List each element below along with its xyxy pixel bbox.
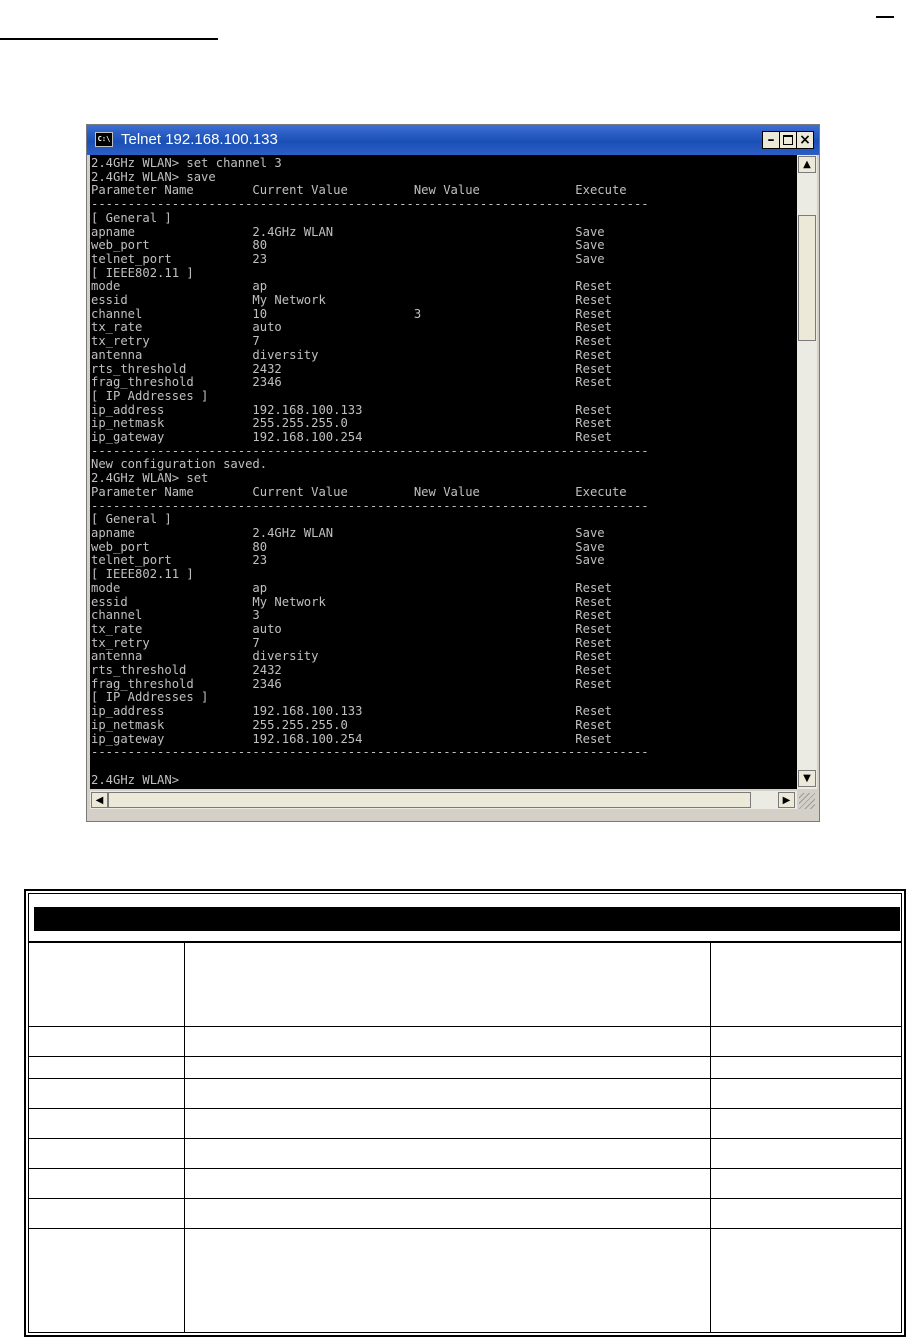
header-cell [34,907,186,931]
console-line: apname 2.4GHz WLAN Save [91,224,605,239]
title-bar[interactable] [87,125,819,155]
console-line: essid My Network Reset [91,293,612,308]
console-line: tx_retry 7 Reset [91,334,612,349]
console-line: Parameter Name Current Value New Value Execute [91,183,627,198]
console-line: channel 10 3 Reset [91,306,612,321]
console-line: mode ap Reset [91,279,612,294]
console-line: ip_gateway 192.168.100.254 Reset [91,430,612,445]
console-line: [ General ] [91,210,172,225]
console-line: Parameter Name Current Value New Value Execute [91,484,627,499]
console-line: tx_rate auto Reset [91,320,612,335]
scroll-down-button[interactable] [798,770,816,787]
arrow-right-icon: ▶ [782,795,791,806]
window-title: Telnet 192.168.100.133 [121,131,278,148]
resize-grip-icon[interactable] [799,793,815,809]
table-frame [28,893,902,1333]
console-line: ip_address 192.168.100.133 Reset [91,704,612,719]
table-cell [185,1234,710,1334]
maximize-button[interactable] [779,131,797,149]
minimize-button[interactable] [762,131,780,149]
table-cell [29,1234,184,1334]
arrow-up-icon: ▲ [803,159,811,170]
row-divider [29,941,901,943]
header-rule [0,38,218,40]
console-line: tx_rate auto Reset [91,621,612,636]
maximize-icon [783,135,793,145]
console-line: ip_netmask 255.255.255.0 Reset [91,717,612,732]
console-line: [ IP Addresses ] [91,690,209,705]
console-line: New configuration saved. [91,457,268,472]
console-line: essid My Network Reset [91,594,612,609]
arrow-left-icon: ◀ [95,795,104,806]
console-line: [ IEEE802.11 ] [91,567,194,582]
horizontal-scroll-thumb[interactable] [108,792,751,808]
console-icon: C:\ [95,132,113,147]
console-line: telnet_port 23 Save [91,553,605,568]
row-divider [29,1108,901,1109]
console-line: antenna diversity Reset [91,649,612,664]
table-cell [711,1234,895,1334]
console-line: ---------------------------------------------------------------------------- [91,443,649,458]
table-cell [29,946,184,1024]
horizontal-scrollbar[interactable] [90,791,797,809]
console-line: apname 2.4GHz WLAN Save [91,525,605,540]
telnet-window [86,124,820,822]
console-line: frag_threshold 2346 Reset [91,676,612,691]
console-line: ip_address 192.168.100.133 Reset [91,402,612,417]
console-line: 2.4GHz WLAN> set channel 3 [91,156,282,170]
console-line: frag_threshold 2346 Reset [91,375,612,390]
console-line: ---------------------------------------------------------------------------- [91,197,649,212]
minimize-icon: – [767,132,775,148]
row-divider [29,1078,901,1079]
table-header [34,907,900,931]
console-line: ---------------------------------------------------------------------------- [91,498,649,513]
console-line: web_port 80 Save [91,539,605,554]
console-line: rts_threshold 2432 Reset [91,663,612,678]
console-line: ip_netmask 255.255.255.0 Reset [91,416,612,431]
console-line: 2.4GHz WLAN> [91,772,180,787]
console-line: [ IEEE802.11 ] [91,265,194,280]
close-button[interactable] [796,131,814,149]
scroll-right-button[interactable] [778,792,795,808]
console-line: mode ap Reset [91,580,612,595]
row-divider [29,1228,901,1229]
console-line: rts_threshold 2432 Reset [91,361,612,376]
console-line: channel 3 Reset [91,608,612,623]
console-line: antenna diversity Reset [91,347,612,362]
console-output[interactable] [90,155,797,789]
row-divider [29,1026,901,1027]
console-line: telnet_port 23 Save [91,251,605,266]
console-line: tx_retry 7 Reset [91,635,612,650]
row-divider [29,1168,901,1169]
console-line: [ IP Addresses ] [91,388,209,403]
row-divider [29,1056,901,1057]
row-divider [29,1138,901,1139]
vertical-scrollbar[interactable] [797,155,817,789]
console-line: ---------------------------------------------------------------------------- [91,745,649,760]
console-line: web_port 80 Save [91,238,605,253]
header-cell [718,907,900,931]
close-icon: × [799,132,811,148]
row-divider [29,1198,901,1199]
parameter-table [24,889,906,1337]
console-text [90,155,797,787]
console-line: [ General ] [91,512,172,527]
table-cell [711,946,895,1024]
page-number-underline [876,2,894,18]
header-cell [192,907,712,931]
vertical-scroll-thumb[interactable] [798,215,816,341]
scroll-left-button[interactable] [91,792,108,808]
scroll-up-button[interactable] [798,156,816,173]
console-line: 2.4GHz WLAN> set [91,471,209,486]
console-line: ip_gateway 192.168.100.254 Reset [91,731,612,746]
console-line: 2.4GHz WLAN> save [91,169,216,184]
arrow-down-icon: ▼ [803,773,811,784]
table-cell [185,946,710,1024]
